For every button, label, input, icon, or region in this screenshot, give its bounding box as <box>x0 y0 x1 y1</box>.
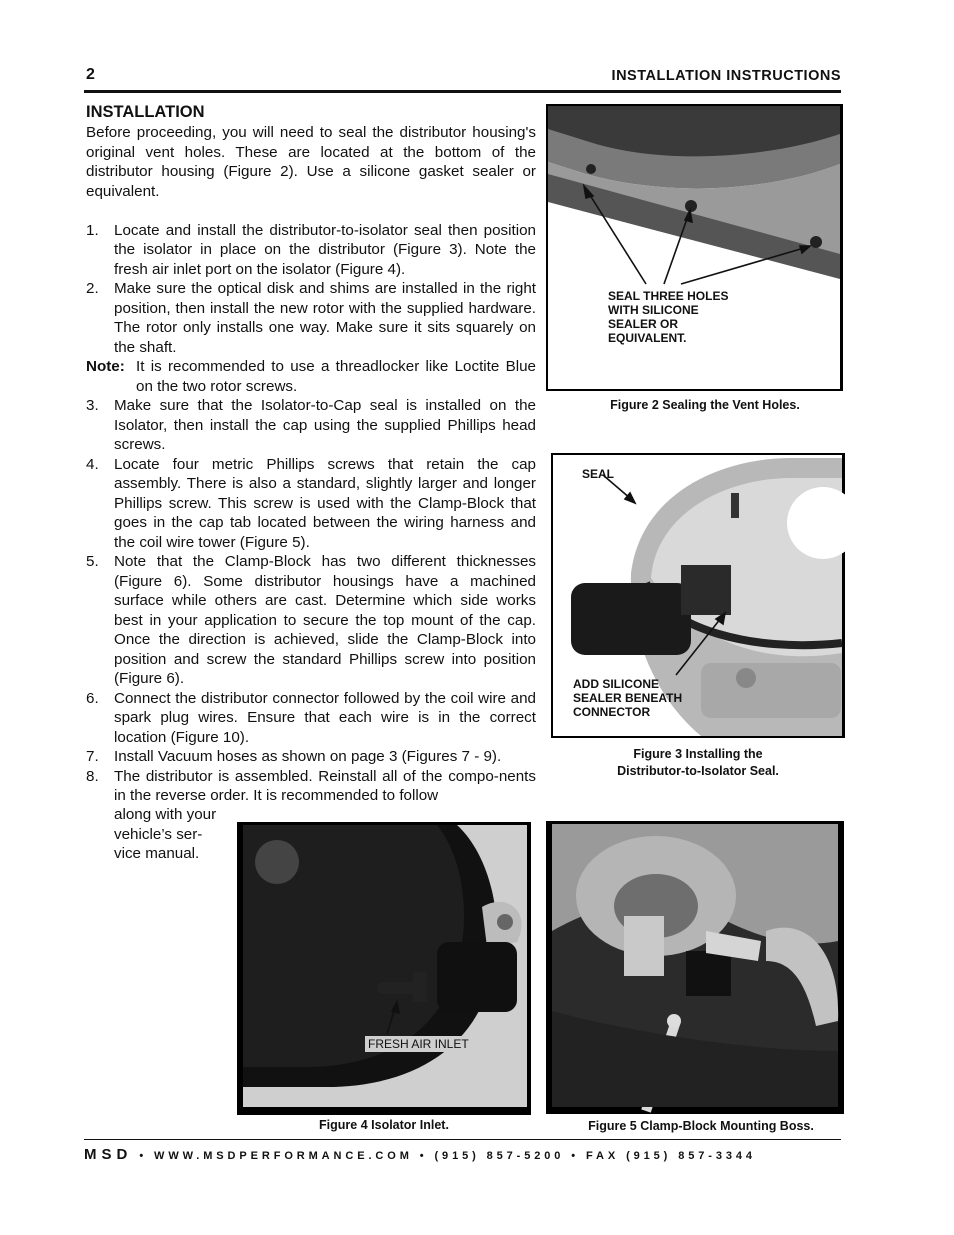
section-title: INSTALLATION <box>86 103 205 121</box>
figure-4-photo <box>237 822 531 1115</box>
footer-separator: • <box>419 1150 428 1162</box>
figure-2-caption: Figure 2 Sealing the Vent Holes. <box>610 398 800 412</box>
footer-phone: (915) 857-5200 <box>434 1150 565 1162</box>
footer-website[interactable]: WWW.MSDPERFORMANCE.COM <box>154 1150 413 1162</box>
step-4: 4. Locate four metric Phillips screws that retain the cap assembly. There is also a standard, slightly larger and longer Phillips screw. This screw is used with the Clamp-Block that goes in the cap tab located between the wiring harness and the coil wire tower (Figure 5). <box>86 455 536 551</box>
intro-paragraph: Before proceeding, you will need to seal the distributor housing's original vent holes. These are located at the bottom of the distributor housing (Figure 2). Use a silicone gasket sealer or equivalent. <box>86 124 536 200</box>
footer-fax: FAX (915) 857-3344 <box>586 1150 756 1162</box>
fig3-label-seal: SEAL <box>582 467 615 481</box>
figure-3-photo <box>551 453 845 738</box>
note: Note: It is recommended to use a threadlocker like Loctite Blue on the two rotor screws. <box>86 358 536 395</box>
fig2-label-line-1: SEAL THREE HOLES <box>608 289 729 303</box>
page-number: 2 <box>86 66 95 83</box>
fig3-label-line-3: CONNECTOR <box>573 705 651 719</box>
figure-3-caption <box>551 746 845 780</box>
footer-brand: MSD <box>84 1146 133 1163</box>
step-8: 8. The distributor is assembled. Reinstall all of the compo-nents in the reverse order. It is recommended to follow <box>86 767 536 804</box>
figure-3-caption-line-1: Figure 3 Installing the <box>633 747 763 761</box>
footer-rule <box>84 1139 841 1140</box>
step-1: 1. Locate and install the distributor-to-isolator seal then position the isolator in place on the distributor (Figure 3). Note the fresh air inlet port on the isolator (Figure 4). <box>86 221 536 278</box>
step-3: 3. Make sure that the Isolator-to-Cap seal is installed on the Isolator, then install the cap using the supplied Phillips head screws. <box>86 397 536 453</box>
fig4-label: FRESH AIR INLET <box>368 1037 469 1051</box>
figure-5-photo <box>546 821 844 1114</box>
step-2: 2. Make sure the optical disk and shims are installed in the right position, then install the new rotor with the supplied hardware. The rotor only installs one way. Make sure it sits squarely on the shaft. <box>86 280 536 356</box>
header-rule <box>84 90 841 93</box>
figure-2-photo <box>546 104 843 391</box>
document-title: INSTALLATION INSTRUCTIONS <box>611 68 841 84</box>
step-5: 5. Note that the Clamp-Block has two different thicknesses (Figure 6). Some distributor housings have a machined surface while others are cast. Determine which side works best in your application to secure the top mount of the cap. Once the direction is achieved, slide the Clamp-Block into position and screw the standard Phillips screw into position (Figure 6). <box>86 553 536 687</box>
footer <box>84 1146 756 1163</box>
fig2-label-line-4: EQUIVALENT. <box>608 331 687 345</box>
figure-3-caption-line-2: Distributor-to-Isolator Seal. <box>617 764 779 778</box>
fig3-label-line-1: ADD SILICONE <box>573 677 660 691</box>
footer-separator: • <box>571 1150 580 1162</box>
instructions-body <box>86 123 536 806</box>
fig2-label-line-2: WITH SILICONE <box>608 303 699 317</box>
figure-4-caption: Figure 4 Isolator Inlet. <box>319 1118 449 1132</box>
step-8-continuation: along with your vehicle’s ser-vice manual. <box>114 806 217 862</box>
step-7: 7. Install Vacuum hoses as shown on page 3 (Figures 7 - 9). <box>86 748 502 765</box>
fig3-label-line-2: SEALER BENEATH <box>573 691 683 705</box>
footer-separator: • <box>139 1150 148 1162</box>
step-6: 6. Connect the distributor connector followed by the coil wire and spark plug wires. Ensure that each wire is in the correct location (Figure 10). <box>86 689 536 746</box>
figure-5-caption: Figure 5 Clamp-Block Mounting Boss. <box>588 1119 814 1133</box>
fig2-label-line-3: SEALER OR <box>608 317 679 331</box>
